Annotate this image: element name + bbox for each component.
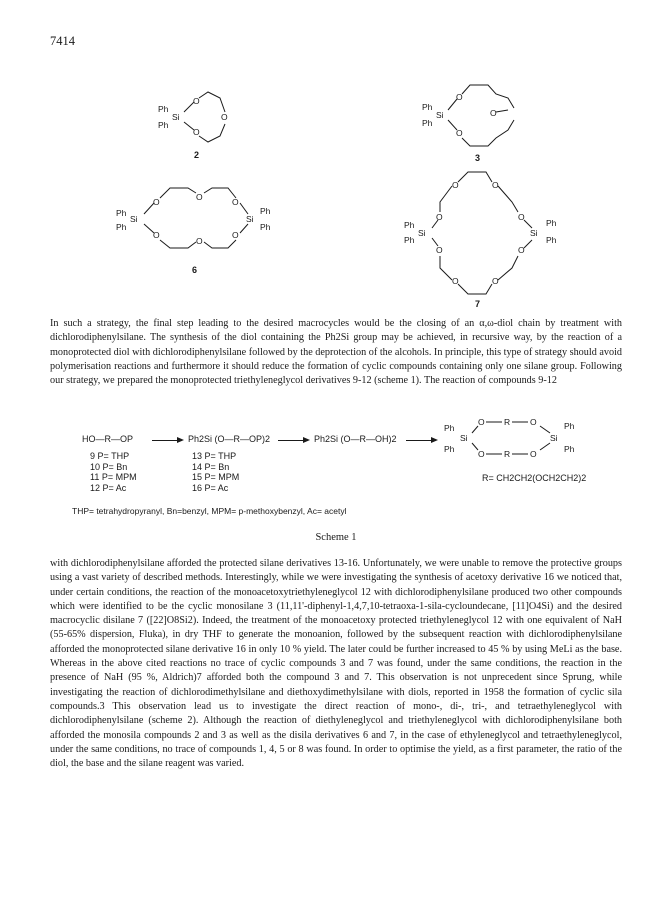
prod-o-br: O [530,449,537,459]
c2-si: Si [172,112,180,122]
list-item: 15 P= MPM [192,472,240,482]
scheme-caption: Scheme 1 [315,532,357,543]
c7-o-t2: O [492,180,499,190]
compound-label-2: 2 [194,150,200,160]
c2-ph-bot: Ph [158,120,169,130]
c6-ph-br: Ph [260,222,271,232]
c3-ph-bot: Ph [422,118,433,128]
prod-o-tl: O [478,417,485,427]
list-protected-silanes [192,451,239,493]
arrow-3 [406,440,436,441]
c6-o-bl: O [153,230,160,240]
c7-ph-tr: Ph [546,218,557,228]
c6-o-top: O [196,192,203,202]
page-number: 7414 [50,34,75,48]
list-item: 11 P= MPM [90,472,137,482]
prod-r-bot: R [504,449,511,459]
c6-o-br: O [232,230,239,240]
prod-si-left: Si [460,433,468,443]
c7-o-r1: O [518,212,525,222]
c7-ph-tl: Ph [404,220,415,230]
c7-o-r2: O [518,245,525,255]
c7-o-b2: O [492,276,499,286]
arrow-2 [278,440,308,441]
prod-ph-tl: Ph [444,423,455,433]
c6-ph-bl: Ph [116,222,127,232]
compound-label-3: 3 [475,153,481,163]
list-item: 10 P= Bn [90,461,128,472]
c6-o-bot: O [196,236,203,246]
c7-ph-br: Ph [546,235,557,245]
list-protected-diols [90,451,137,493]
list-item: 12 P= Ac [90,482,127,493]
structure-compound-6 [108,178,298,258]
c3-o1: O [456,92,463,102]
c3-o2: O [456,128,463,138]
c3-o3: O [490,108,497,118]
structure-compound-3 [420,82,540,152]
c7-o-l1: O [436,212,443,222]
structure-compound-2 [150,88,260,148]
prod-ph-bl: Ph [444,444,455,454]
scheme-mid1: Ph2Si (O—R—OP)2 [188,434,271,444]
c7-si-right: Si [530,228,538,238]
prod-ph-tr: Ph [564,421,575,431]
c6-ph-tr: Ph [260,206,271,216]
scheme-mid2: Ph2Si (O—R—OH)2 [314,434,397,444]
list-item: 13 P= THP [192,451,237,461]
list-item: 16 P= Ac [192,482,229,493]
c7-o-b1: O [452,276,459,286]
c2-o1: O [193,96,200,106]
prod-r-top: R [504,417,511,427]
prod-si-right: Si [550,433,558,443]
c2-o2: O [193,127,200,137]
c6-si-left: Si [130,214,138,224]
compound-label-7: 7 [475,299,481,309]
c7-o-t1: O [452,180,459,190]
prod-o-tr: O [530,417,537,427]
scheme-footnote: THP= tetrahydropyranyl, Bn=benzyl, MPM= p-methoxybenzyl, Ac= acetyl [72,506,347,516]
c6-o-tl: O [153,197,160,207]
list-item: 14 P= Bn [192,461,230,472]
c6-si-right: Si [246,214,254,224]
structure-compound-7 [390,162,590,298]
structure-product [444,415,624,465]
compound-label-6: 6 [192,265,198,275]
c7-ph-bl: Ph [404,235,415,245]
scheme-1 [68,417,628,511]
scheme-start: HO—R—OP [82,434,134,444]
prod-ph-br: Ph [564,444,575,454]
r-definition: R= CH2CH2(OCH2CH2)2 [482,473,587,483]
list-item: 9 P= THP [90,451,130,461]
c7-o-l2: O [436,245,443,255]
c3-si: Si [436,110,444,120]
c6-ph-tl: Ph [116,208,127,218]
c2-o3: O [221,112,228,122]
c7-si-left: Si [418,228,426,238]
paragraph-results: with dichlorodiphenylsilane afforded the protected silane derivatives 13-16. Unfortunately, we were unable to remove the protective groups using a vast variety of described methods. Interestingly, while we were investigating the synthesis of acetoxy derivative 16 we noticed that, under certain conditions, the reaction of the monoacetoxytriethyleneglycol 12 with dichlorodiphenylsilane produced two other compounds which were identified to be the cyclic monosilane 3 (11,11'-diphenyl-1,4,7,10-tetraoxa-1-sila-cycloundecane, [11]O4Si) and the desired macrocyclic disilane 7 ([22]O8Si2). Indeed, the treatment of the monoacetoxy protected triethyleneglycol 12 with one equivalent of NaH (55-65% dispersion, Fluka), in dry THF to generate the monoanion, followed by the subsequent reaction with dichlorodiphenylsilane afforded the monoprotected silane derivative 16 in only 10 % yield. The later could be further increased to 45 % by using MeLi as the base. Whereas in the above cited reactions no trace of cyclic compounds 3 and 7 was found, under the same conditions, the reaction in the presence of NaH (95 %, Aldrich)7 afforded both the compound 3 and 7. This observation is not unprecedent since Sprung, while investigating the reaction of dichlorodimethylsilane and diethoxydimethylsilane with diols, reported in 1958 the formation of cyclic sila compounds.3 This observation lead us to investigate the direct reaction of mono-, di-, tri-, and tetraethyleneglycol with dichlorodiphenylsilane (scheme 2). Although the reaction of diethyleneglycol and triethyleneglycol with dichlorodiphenylsilane both afforded the monosila compounds 2 and 3 as well as the disila derivatives 6 and 7, in the case of ethyleneglycol and tetraethyleneglycol, under the same conditions, no trace of compounds 1, 4, 5 or 8 was found. In order to optimise the yield, as a first parameter, the ratio of the diol, the base and the silane reagent was varied. [50,558,622,770]
c2-ph-top: Ph [158,104,169,114]
c3-ph-top: Ph [422,102,433,112]
c6-o-tr: O [232,197,239,207]
arrow-1 [152,440,182,441]
prod-o-bl: O [478,449,485,459]
paragraph-intro: In such a strategy, the final step leading to the desired macrocycles would be the closing of an α,ω-diol chain by treatment with dichlorodiphenylsilane. The synthesis of the diol containing the Ph2Si group may be achieved, in recursive way, by the reaction of a monoprotected diol with dichlorodiphenylsilane followed by the deprotection of the alcohols. In principle, this type of strategy should avoid polymerisation reactions and furthermore it should reduce the formation of cyclic compounds containing only one silane group. Following our strategy, we prepared the monoprotected triethyleneglycol derivatives 9-12 (scheme 1). The reaction of compounds 9-12 [50,318,622,387]
